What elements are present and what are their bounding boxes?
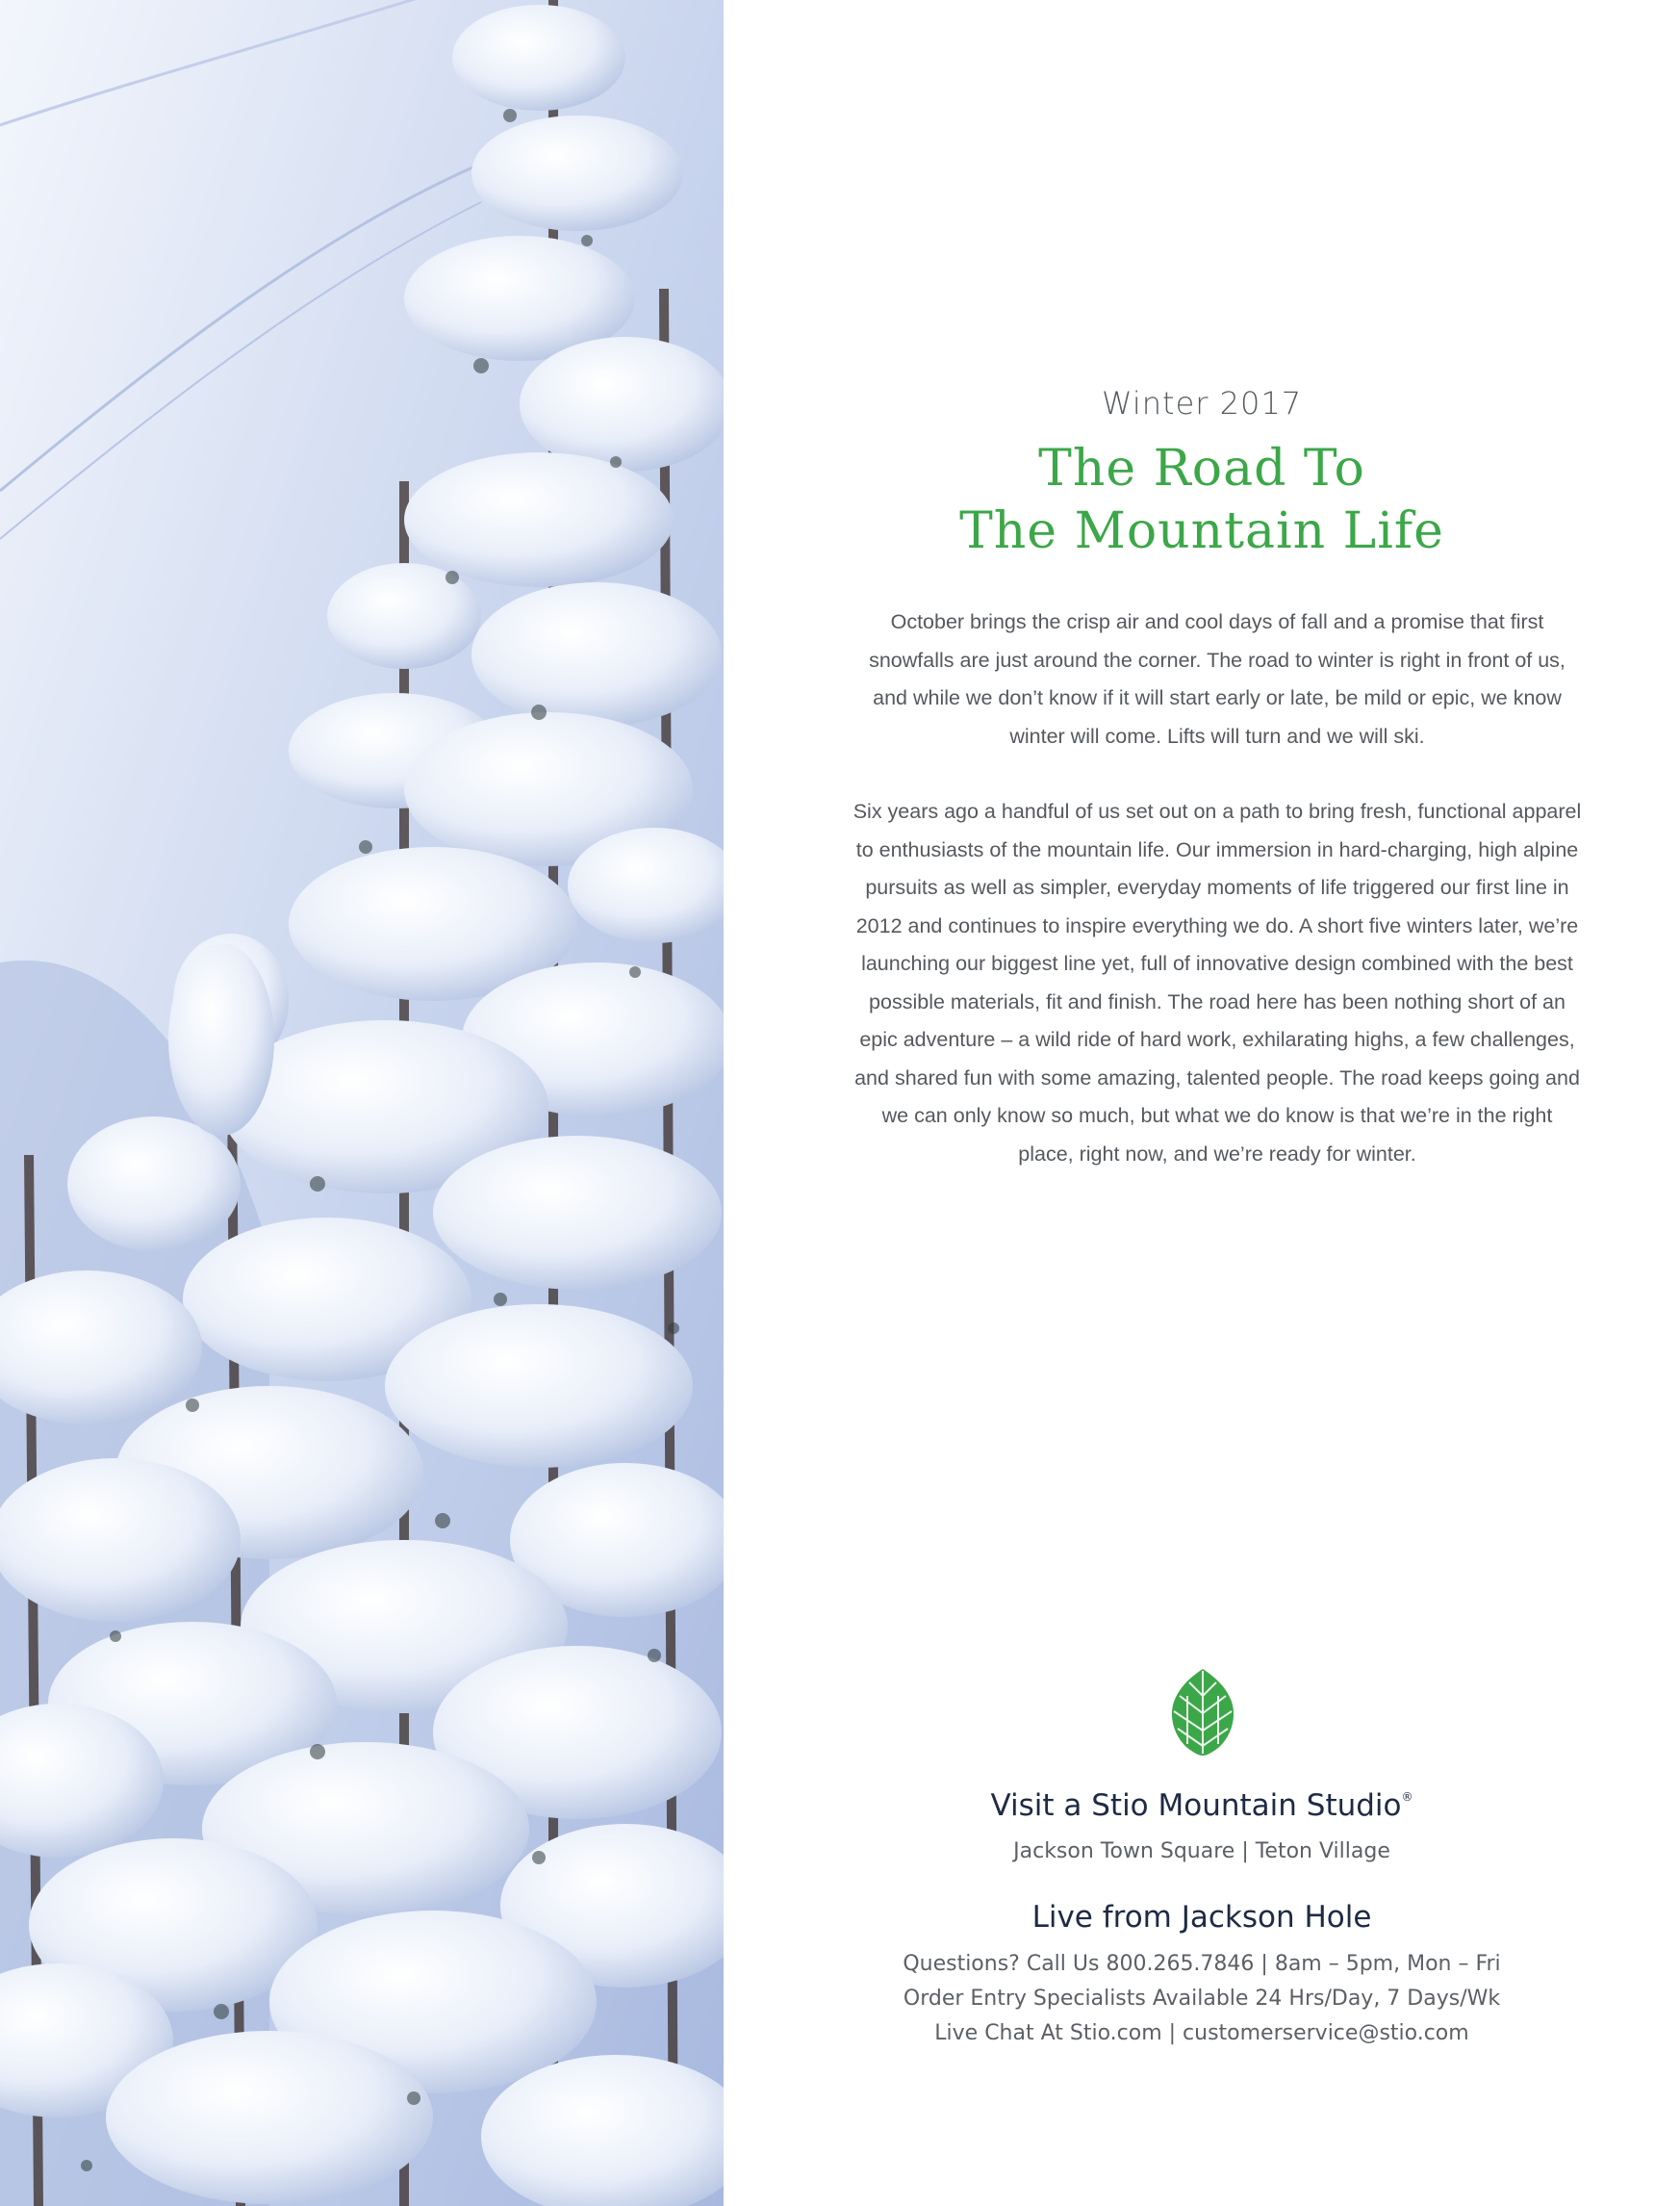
pinecone-icon — [1166, 1667, 1239, 1757]
contact-order-entry: Order Entry Specialists Available 24 Hrs/Day, 7 Days/Wk — [903, 1987, 1501, 2011]
story-paragraph: Six years ago a handful of us set out on a path to bring fresh, functional apparel to enthusiasts of the mountain life. Our immersion in hard-charging, high alpine pursuits as well as simpler, everyday moments of life triggered our first line in 2012 and continues to inspire everything we do. A short five winters later, we’re launching our biggest line yet, full of innovative design combined with the best possible materials, fit and finish. The road here has been nothing short of an epic adventure – a wild ride of hard work, exhilarating highs, a few challenges, and shared fun with some amazing, talented people. The road keeps going and we can only know so much, but what we do know is that we’re in the right place, right now, and we’re ready for winter. — [853, 800, 1582, 1166]
snowy-forest-photo — [0, 0, 724, 2206]
live-from-heading: Live from Jackson Hole — [1031, 1900, 1372, 1935]
contact-phone-hours: Questions? Call Us 800.265.7846 | 8am – 5pm, Mon – Fri — [903, 1952, 1501, 1976]
title-line-1: The Road To — [1038, 440, 1365, 498]
title-line-2: The Mountain Life — [959, 502, 1444, 560]
intro-paragraph: October brings the crisp air and cool days of fall and a promise that first snowfalls are just around the corner. The road to winter is right in front of us, and while we don’t know if it will start early or late, be mild or epic, we know winter will come. Lifts will turn and we will ski. — [869, 610, 1565, 748]
contact-chat-email: Live Chat At Stio.com | customerservice@stio.com — [934, 2021, 1469, 2045]
season-label: Winter 2017 — [1101, 385, 1303, 422]
visit-studio-heading — [724, 1788, 1680, 1823]
text-column — [724, 0, 1680, 2206]
registered-mark: ® — [1401, 1790, 1413, 1804]
visit-studio-text: Visit a Stio Mountain Studio — [990, 1788, 1402, 1823]
page-title — [724, 438, 1680, 563]
studio-locations: Jackson Town Square | Teton Village — [1013, 1839, 1390, 1863]
